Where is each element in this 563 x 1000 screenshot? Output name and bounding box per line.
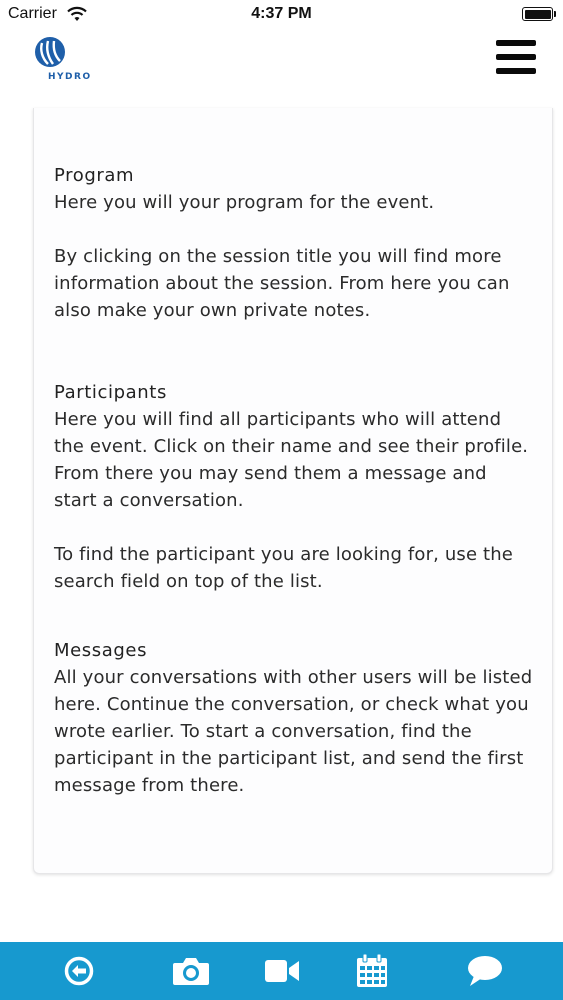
chat-bubble-icon bbox=[466, 954, 504, 988]
camera-icon bbox=[171, 955, 211, 987]
menu-button[interactable] bbox=[494, 38, 538, 76]
clock: 4:37 PM bbox=[251, 5, 312, 22]
carrier-label: Carrier bbox=[8, 5, 57, 22]
hydro-logo-mark-icon bbox=[34, 36, 66, 68]
logo-text: HYDRO bbox=[48, 72, 92, 82]
camera-button[interactable] bbox=[171, 952, 211, 990]
video-camera-icon bbox=[263, 957, 301, 985]
section-title: Messages bbox=[54, 640, 148, 661]
section-paragraph: By clicking on the session title you will find more information about the session. From here you can also make your own private notes. bbox=[54, 246, 510, 321]
calendar-button[interactable] bbox=[352, 952, 392, 990]
info-card bbox=[33, 108, 553, 874]
section-paragraph: Here you will your program for the event. bbox=[54, 192, 435, 213]
section-participants bbox=[54, 379, 534, 595]
battery-icon bbox=[522, 7, 553, 21]
bottom-tab-bar bbox=[0, 942, 563, 1000]
section-paragraph: Here you will find all participants who will attend the event. Click on their name and see their profile. From there you may send them a message and start a conversation. bbox=[54, 409, 529, 511]
hydro-logo bbox=[30, 36, 92, 86]
back-button[interactable] bbox=[59, 952, 99, 990]
status-bar bbox=[0, 0, 563, 30]
section-title: Program bbox=[54, 165, 135, 186]
section-title: Participants bbox=[54, 382, 167, 403]
battery-tip bbox=[554, 11, 556, 17]
section-messages bbox=[54, 637, 534, 799]
section-paragraph: All your conversations with other users will be listed here. Continue the conversation, or check what you wrote earlier. To start a conversation, find the participant in the participant list, and send the first message from there. bbox=[54, 667, 533, 796]
video-button[interactable] bbox=[262, 952, 302, 990]
section-paragraph: To find the participant you are looking for, use the search field on top of the list. bbox=[54, 544, 514, 592]
back-arrow-icon bbox=[63, 955, 95, 987]
section-program bbox=[54, 162, 534, 324]
calendar-icon bbox=[355, 953, 389, 989]
messages-button[interactable] bbox=[465, 952, 505, 990]
